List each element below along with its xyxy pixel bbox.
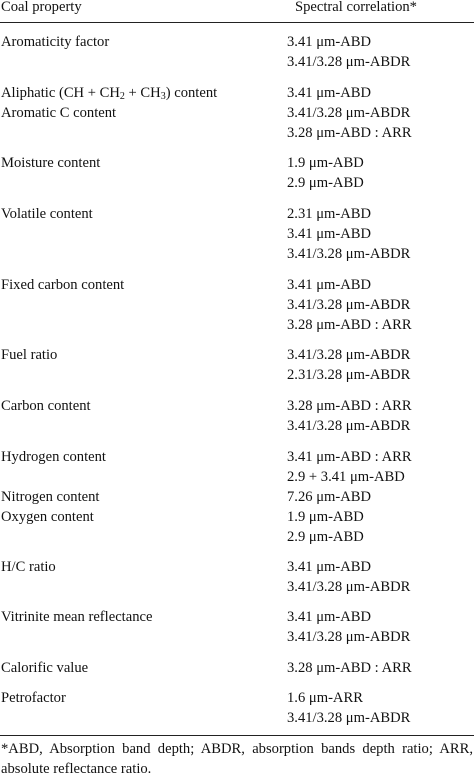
- header-coal-property: Coal property: [1, 0, 82, 15]
- table-footnote: *ABD, Absorption band depth; ABDR, absorption bands depth ratio; ARR, absolute reflectance ratio.: [1, 741, 473, 777]
- correlation-entry: 3.41 μm-ABD: [287, 559, 372, 575]
- correlation-entry: 3.41/3.28 μm-ABDR: [287, 579, 411, 595]
- correlation-entry: 2.31 μm-ABD: [287, 206, 372, 222]
- correlation-entry: 3.41/3.28 μm-ABDR: [287, 246, 411, 262]
- spectral-correlation-cell: [287, 688, 410, 728]
- spectral-correlation-cell: [287, 607, 410, 647]
- coal-property-cell: Petrofactor: [1, 690, 66, 706]
- coal-property-cell: Moisture content: [1, 155, 101, 171]
- correlation-entry: 3.41/3.28 μm-ABDR: [287, 105, 411, 121]
- spectral-correlation-cell: [287, 83, 371, 103]
- correlation-entry: 1.9 μm-ABD: [287, 155, 364, 171]
- correlation-entry: 3.41/3.28 μm-ABDR: [287, 54, 411, 70]
- coal-property-cell: Calorific value: [1, 660, 89, 676]
- coal-property-cell: Aliphatic $(CH + CH_2 + CH_3)$ content: [1, 85, 218, 102]
- coal-property-cell: Volatile content: [1, 206, 93, 222]
- correlation-entry: 3.41/3.28 μm-ABDR: [287, 347, 411, 363]
- coal-property-cell: Aromatic C content: [1, 105, 117, 121]
- coal-property-cell: Oxygen content: [1, 509, 94, 525]
- spectral-correlation-cell: [287, 32, 410, 72]
- spectral-correlation-cell: [287, 275, 412, 335]
- correlation-entry: 3.28 μm-ABD : ARR: [287, 660, 412, 676]
- correlation-entry: 1.9 μm-ABD: [287, 509, 364, 525]
- correlation-entry: 3.41/3.28 μm-ABDR: [287, 297, 411, 313]
- correlation-entry: 3.41/3.28 μm-ABDR: [287, 418, 411, 434]
- correlation-entry: 3.41/3.28 μm-ABDR: [287, 710, 411, 726]
- coal-property-cell: Aromaticity factor: [1, 34, 110, 50]
- correlation-entry: 7.26 μm-ABD: [287, 489, 372, 505]
- coal-property-cell: Carbon content: [1, 398, 91, 414]
- correlation-entry: 3.41 μm-ABD: [287, 226, 372, 242]
- correlation-entry: 3.41 μm-ABD : ARR: [287, 449, 412, 465]
- coal-property-cell: Nitrogen content: [1, 489, 100, 505]
- correlation-entry: 3.28 μm-ABD : ARR: [287, 398, 412, 414]
- spectral-correlation-cell: [287, 153, 364, 193]
- table-header: [0, 0, 474, 19]
- spectral-correlation-cell: [287, 345, 410, 385]
- spectral-correlation-cell: [287, 507, 364, 547]
- bottom-rule: [0, 735, 474, 736]
- correlation-entry: 3.28 μm-ABD : ARR: [287, 317, 412, 333]
- correlation-entry: 2.31/3.28 μm-ABDR: [287, 367, 411, 383]
- coal-property-cell: Fixed carbon content: [1, 277, 125, 293]
- correlation-entry: 2.9 μm-ABD: [287, 175, 364, 191]
- spectral-correlation-cell: [287, 447, 412, 487]
- correlation-entry: 3.41 μm-ABD: [287, 609, 372, 625]
- spectral-correlation-cell: [287, 487, 371, 507]
- correlation-entry: 3.41 μm-ABD: [287, 34, 372, 50]
- correlation-entry: 3.41/3.28 μm-ABDR: [287, 629, 411, 645]
- spectral-correlation-cell: [287, 204, 410, 264]
- spectral-correlation-cell: [287, 103, 412, 143]
- spectral-correlation-cell: [287, 396, 412, 436]
- correlation-entry: 3.28 μm-ABD : ARR: [287, 125, 412, 141]
- spectral-correlation-cell: [287, 658, 412, 678]
- coal-property-cell: Hydrogen content: [1, 449, 106, 465]
- header-spectral-correlation: Spectral correlation*: [295, 0, 417, 15]
- correlation-entry: 2.9 μm-ABD: [287, 529, 364, 545]
- coal-property-cell: H/C ratio: [1, 559, 56, 575]
- correlation-entry: 3.41 μm-ABD: [287, 277, 372, 293]
- coal-property-cell: Vitrinite mean reflectance: [1, 609, 153, 625]
- correlation-entry: 3.41 μm-ABD: [287, 85, 372, 101]
- header-rule: [0, 22, 474, 23]
- correlation-entry: 2.9 + 3.41 μm-ABD: [287, 469, 405, 485]
- correlation-entry: 1.6 μm-ARR: [287, 690, 363, 706]
- spectral-correlation-cell: [287, 557, 410, 597]
- coal-property-cell: Fuel ratio: [1, 347, 58, 363]
